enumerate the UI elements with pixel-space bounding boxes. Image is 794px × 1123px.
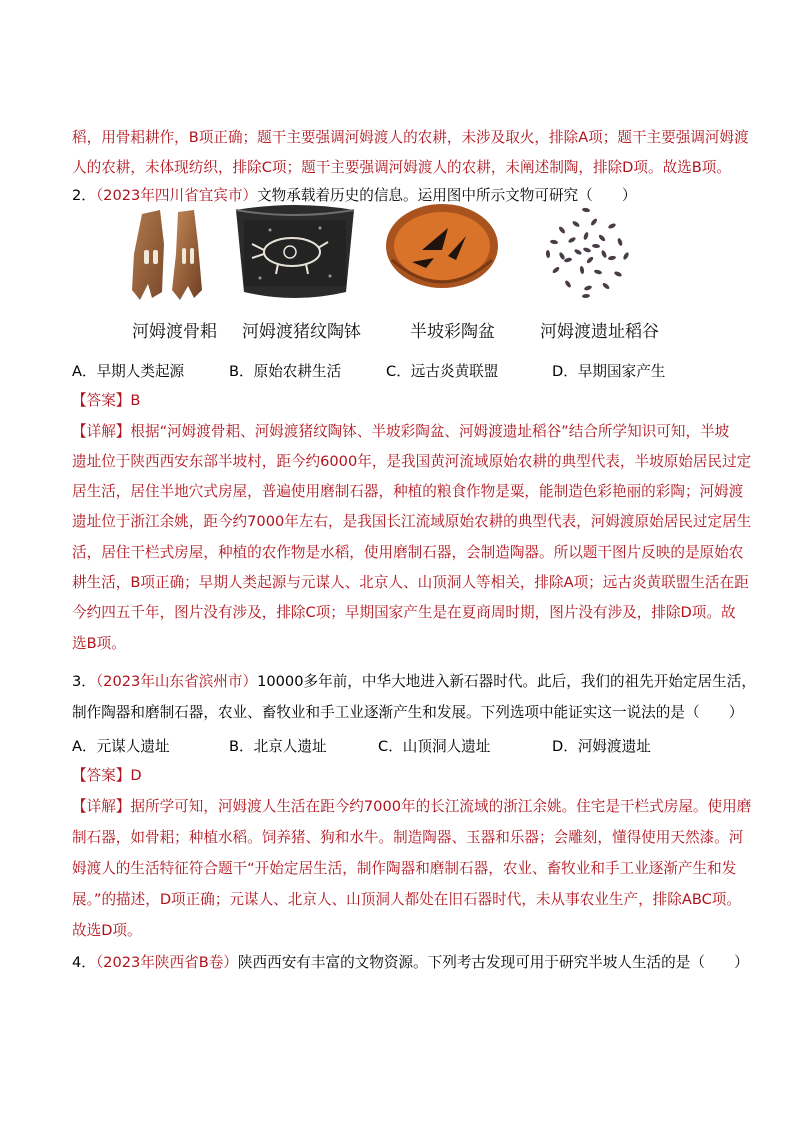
- option-a: A．元谋人遗址: [72, 738, 170, 755]
- pig-pattern-pottery-icon: [230, 200, 360, 306]
- question-3-detail-line: [72, 797, 752, 817]
- question-source: （2023年陕西省B卷）: [95, 954, 238, 971]
- caption-painted-basin: 半坡彩陶盆: [410, 322, 495, 342]
- option-b: B．北京人遗址: [229, 738, 327, 755]
- question-text: 文物承载着历史的信息。运用图中所示文物可研究（ ）: [257, 187, 637, 204]
- rice-grains-icon: [532, 200, 642, 306]
- question-2-detail-line: 遗址位于浙江余姚，距今约7000年左右，是我国长江流域原始农耕的典型代表，河姆渡原始居民过定居生: [72, 513, 752, 530]
- question-3-detail-line: 制石器，如骨耜；种植水稻。饲养猪、狗和水牛。制造陶器、玉器和乐器；会雕刻，懂得使用天然漆。河: [72, 829, 744, 846]
- question-source: （2023年四川省宜宾市）: [95, 187, 258, 204]
- artifact-images: [120, 200, 680, 345]
- detail-text: 据所学可知，河姆渡人生活在距今约7000年的长江流域的浙江余姚。住宅是干栏式房屋。使用磨: [130, 798, 752, 815]
- question-2-detail-line: 遗址位于陕西西安东部半坡村，距今约6000年，是我国黄河流域原始农耕的典型代表，半坡原始居民过定: [72, 453, 752, 470]
- question-2-answer: [72, 391, 732, 411]
- question-2-detail-line: 活，居住干栏式房屋，种植的农作物是水稻，使用磨制石器，会制造陶器。所以题干图片反映的是原始农: [72, 544, 744, 561]
- question-number: 4．: [72, 954, 96, 971]
- answer-label: 【答案】: [72, 767, 131, 784]
- option-b: B．原始农耕生活: [229, 363, 342, 380]
- question-number: 3．: [72, 673, 96, 690]
- answer-value: D: [130, 767, 142, 784]
- option-d: D．早期国家产生: [552, 363, 666, 380]
- caption-rice-grains: 河姆渡遗址稻谷: [540, 322, 659, 342]
- option-c: C．山顶洞人遗址: [378, 738, 491, 755]
- question-2-detail-line: 选B项。: [72, 635, 126, 652]
- question-3-answer: [72, 766, 732, 786]
- detail-label: 【详解】: [72, 423, 131, 440]
- option-a: A．早期人类起源: [72, 363, 185, 380]
- question-3-stem-line-2: 制作陶器和磨制石器，农业、畜牧业和手工业逐渐产生和发展。下列选项中能证实这一说法的是（ ）: [72, 704, 744, 721]
- question-3-detail-line: 故选D项。: [72, 922, 142, 939]
- caption-bone-plough: 河姆渡骨耜: [132, 322, 217, 342]
- answer-label: 【答案】: [72, 392, 131, 409]
- question-2-detail-line: 居生活，居住半地穴式房屋，普遍使用磨制石器，种植的粮食作物是粟，能制造色彩艳丽的彩陶；河姆渡: [72, 483, 744, 500]
- question-3-detail-line: 姆渡人的生活特征符合题干“开始定居生活，制作陶器和磨制石器，农业、畜牧业和手工业逐渐产生和发: [72, 860, 737, 877]
- answer-value: B: [130, 392, 141, 409]
- question-3-stem: [72, 672, 756, 692]
- intro-line-2: 人的农耕，未体现纺织，排除C项；题干主要强调河姆渡人的农耕，未阐述制陶，排除D项。故选B项。: [72, 159, 731, 176]
- question-2-options: [72, 360, 732, 380]
- bone-plough-icon: [120, 204, 210, 308]
- question-number: 2．: [72, 187, 96, 204]
- question-3-detail-line: 展。”的描述，D项正确；元谋人、北京人、山顶洞人都处在旧石器时代，未从事农业生产，排除ABC项。: [72, 891, 741, 908]
- question-4-stem: [72, 953, 749, 973]
- question-2-detail-line: 今约四五千年，图片没有涉及，排除C项；早期国家产生是在夏商周时期，图片没有涉及，排除D项。故: [72, 604, 736, 621]
- question-2-detail-line: [72, 422, 732, 442]
- option-c: C．远古炎黄联盟: [386, 363, 499, 380]
- intro-line-1: 稻，用骨耜耕作，B项正确；题干主要强调河姆渡人的农耕，未涉及取火，排除A项；题干主要强调河姆渡: [72, 129, 749, 146]
- caption-pig-pottery: 河姆渡猪纹陶钵: [242, 322, 361, 342]
- question-source: （2023年山东省滨州市）: [95, 673, 258, 690]
- option-d: D．河姆渡遗址: [552, 738, 651, 755]
- question-2-detail-line: 耕生活，B项正确；早期人类起源与元谋人、北京人、山顶洞人等相关，排除A项；远古炎黄联盟生活在距: [72, 574, 749, 591]
- question-3-options: [72, 735, 732, 755]
- question-text: 陕西西安有丰富的文物资源。下列考古发现可用于研究半坡人生活的是（ ）: [237, 954, 749, 971]
- question-text: 10000多年前，中华大地进入新石器时代。此后，我们的祖先开始定居生活，: [257, 673, 756, 690]
- detail-text: 根据“河姆渡骨耜、河姆渡猪纹陶钵、半坡彩陶盆、河姆渡遗址稻谷”结合所学知识可知，半坡: [130, 423, 730, 440]
- painted-pottery-basin-icon: [382, 200, 502, 306]
- detail-label: 【详解】: [72, 798, 131, 815]
